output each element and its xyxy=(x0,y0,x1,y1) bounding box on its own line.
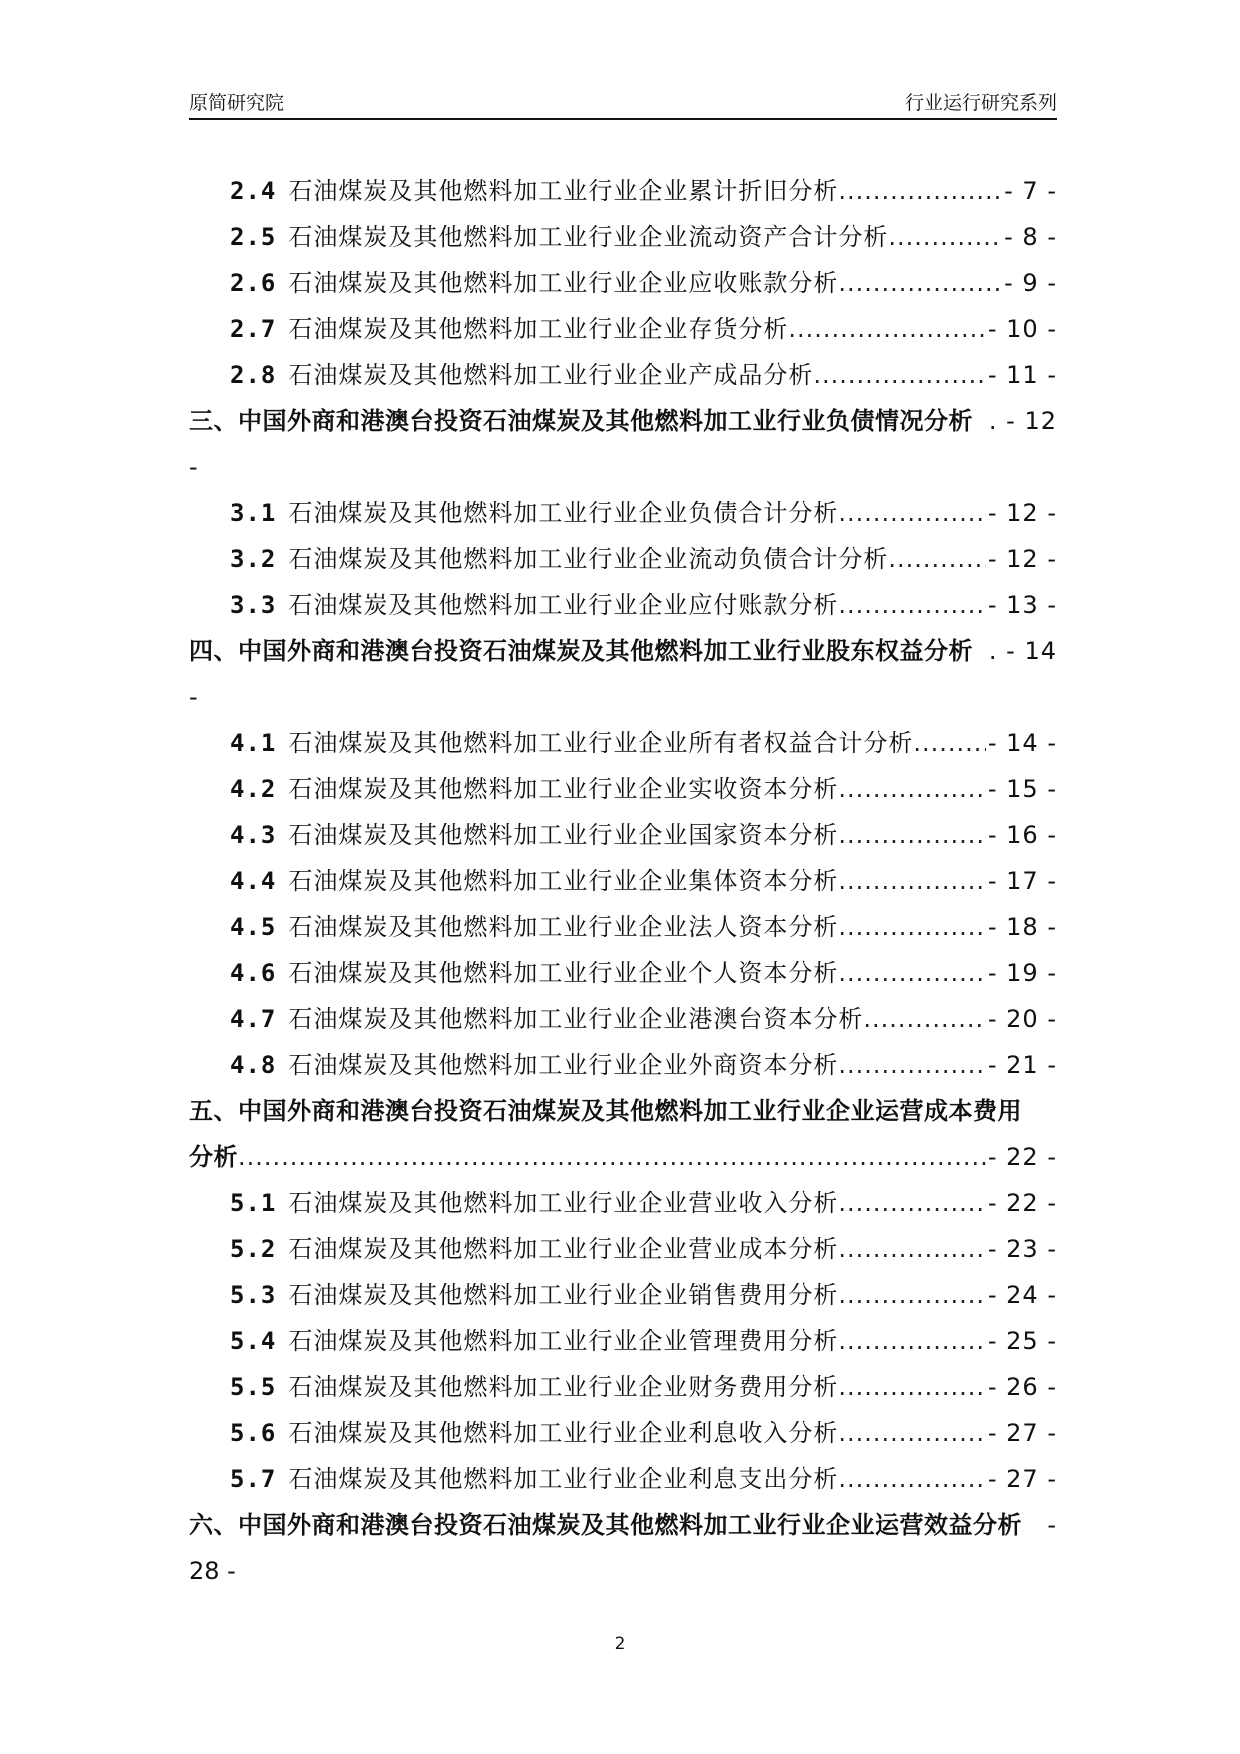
toc-leader-dots xyxy=(913,720,986,766)
toc-entry-number: 3.1 xyxy=(230,499,277,527)
toc-entry-title: 石油煤炭及其他燃料加工业行业企业应付账款分析 xyxy=(288,591,839,619)
toc-entry-continuation: 分析 xyxy=(189,1143,238,1171)
toc-entry[interactable] xyxy=(189,168,1057,214)
toc-entry[interactable] xyxy=(189,260,1057,306)
toc-entry-page: - 18 - xyxy=(987,913,1057,941)
toc-entry[interactable] xyxy=(189,996,1057,1042)
toc-entry-number: 2.5 xyxy=(230,223,277,251)
toc-entry-number: 3.2 xyxy=(230,545,277,573)
toc-entry-page: - 24 - xyxy=(987,1281,1057,1309)
toc-leader-dots xyxy=(813,352,986,398)
toc-leader-dots xyxy=(838,812,986,858)
toc-leader-dots xyxy=(888,536,986,582)
toc-entry[interactable] xyxy=(189,720,1057,766)
toc-leader-dots xyxy=(238,1134,986,1180)
toc-entry-number: 2.4 xyxy=(230,177,277,205)
toc-leader-dots xyxy=(838,582,986,628)
toc-entry[interactable] xyxy=(189,904,1057,950)
toc-leader-dots xyxy=(838,168,1002,214)
toc-entry-title: 石油煤炭及其他燃料加工业行业企业营业收入分析 xyxy=(288,1189,839,1217)
header-series-name: 行业运行研究系列 xyxy=(904,92,1057,114)
toc-entry[interactable] xyxy=(189,352,1057,398)
toc-entry[interactable] xyxy=(189,766,1057,812)
toc-entry-page: - 19 - xyxy=(987,959,1057,987)
toc-leader-dots xyxy=(838,490,986,536)
toc-leader-dots xyxy=(838,904,986,950)
toc-entry-title: 石油煤炭及其他燃料加工业行业企业所有者权益合计分析 xyxy=(288,729,914,757)
toc-entry-page: - 15 - xyxy=(987,775,1057,803)
toc-entry-title: 石油煤炭及其他燃料加工业行业企业国家资本分析 xyxy=(288,821,839,849)
toc-entry-number: 5.5 xyxy=(230,1373,277,1401)
toc-entry-number: 4.7 xyxy=(230,1005,277,1033)
toc-entry[interactable] xyxy=(189,1226,1057,1272)
toc-entry[interactable] xyxy=(189,398,1057,490)
toc-entry-page: - 27 - xyxy=(987,1419,1057,1447)
toc-entry[interactable] xyxy=(189,628,1057,720)
toc-entry-page: - 22 - xyxy=(987,1189,1057,1217)
toc-entry-page: - 12 - xyxy=(987,545,1057,573)
toc-entry-page: - 26 - xyxy=(987,1373,1057,1401)
toc-entry-page: - 17 - xyxy=(987,867,1057,895)
toc-entry-title: 石油煤炭及其他燃料加工业行业企业外商资本分析 xyxy=(288,1051,839,1079)
toc-leader-dots xyxy=(863,996,986,1042)
toc-entry-page: - 21 - xyxy=(987,1051,1057,1079)
toc-entry-title: 石油煤炭及其他燃料加工业行业企业实收资本分析 xyxy=(288,775,839,803)
toc-entry-number: 2.6 xyxy=(230,269,277,297)
toc-entry-number: 4.5 xyxy=(230,913,277,941)
toc-entry-number: 4.2 xyxy=(230,775,277,803)
toc-entry-title: 石油煤炭及其他燃料加工业行业企业累计折旧分析 xyxy=(288,177,839,205)
toc-entry[interactable] xyxy=(189,1180,1057,1226)
toc-entry-page: . - 14 xyxy=(988,637,1057,665)
toc-entry-number: 4.6 xyxy=(230,959,277,987)
toc-leader-dots xyxy=(838,1226,986,1272)
toc-leader-dots xyxy=(888,214,1002,260)
toc-chapter-title: 五、中国外商和港澳台投资石油煤炭及其他燃料加工业行业企业运营成本费用 xyxy=(189,1097,1022,1125)
toc-entry-title: 石油煤炭及其他燃料加工业行业企业存货分析 xyxy=(288,315,789,343)
toc-leader-dots xyxy=(838,1272,986,1318)
toc-chapter-title: 四、中国外商和港澳台投资石油煤炭及其他燃料加工业行业股东权益分析 xyxy=(189,637,973,665)
toc-entry-title: 石油煤炭及其他燃料加工业行业企业流动负债合计分析 xyxy=(288,545,889,573)
toc-entry-page: - 11 - xyxy=(987,361,1057,389)
toc-entry-title: 石油煤炭及其他燃料加工业行业企业利息收入分析 xyxy=(288,1419,839,1447)
toc-entry[interactable] xyxy=(189,582,1057,628)
toc-entry-continuation: - xyxy=(189,453,198,481)
toc-entry[interactable] xyxy=(189,1272,1057,1318)
toc-leader-dots xyxy=(838,1318,986,1364)
toc-entry-title: 石油煤炭及其他燃料加工业行业企业营业成本分析 xyxy=(288,1235,839,1263)
toc-entry-page: - 22 - xyxy=(987,1143,1057,1171)
toc-entry-number: 4.3 xyxy=(230,821,277,849)
toc-entry-continuation: 28 - xyxy=(189,1557,236,1585)
toc-entry[interactable] xyxy=(189,490,1057,536)
toc-entry-page: - 8 - xyxy=(1004,223,1057,251)
toc-entry[interactable] xyxy=(189,1502,1057,1594)
table-of-contents xyxy=(189,168,1057,1594)
toc-entry[interactable] xyxy=(189,1088,1057,1180)
page-header xyxy=(189,88,1057,120)
toc-entry-page: - xyxy=(1047,1511,1057,1539)
toc-entry[interactable] xyxy=(189,306,1057,352)
toc-entry-number: 2.7 xyxy=(230,315,277,343)
toc-entry-page: - 10 - xyxy=(987,315,1057,343)
toc-entry-number: 5.3 xyxy=(230,1281,277,1309)
toc-entry-title: 石油煤炭及其他燃料加工业行业企业法人资本分析 xyxy=(288,913,839,941)
toc-entry-page: - 14 - xyxy=(987,729,1057,757)
toc-entry-title: 石油煤炭及其他燃料加工业行业企业集体资本分析 xyxy=(288,867,839,895)
toc-entry-title: 石油煤炭及其他燃料加工业行业企业港澳台资本分析 xyxy=(288,1005,864,1033)
toc-entry-page: . - 12 xyxy=(988,407,1057,435)
toc-entry-number: 4.1 xyxy=(230,729,277,757)
toc-entry[interactable] xyxy=(189,1364,1057,1410)
toc-entry-continuation: - xyxy=(189,683,198,711)
page-number: 2 xyxy=(614,1634,626,1654)
toc-entry-number: 5.2 xyxy=(230,1235,277,1263)
toc-leader-dots xyxy=(838,858,986,904)
toc-entry-number: 2.8 xyxy=(230,361,277,389)
toc-leader-dots xyxy=(788,306,986,352)
toc-leader-dots xyxy=(838,1364,986,1410)
toc-leader-dots xyxy=(838,1180,986,1226)
toc-chapter-title: 六、中国外商和港澳台投资石油煤炭及其他燃料加工业行业企业运营效益分析 xyxy=(189,1511,1022,1539)
toc-chapter-title: 三、中国外商和港澳台投资石油煤炭及其他燃料加工业行业负债情况分析 xyxy=(189,407,973,435)
toc-entry-title: 石油煤炭及其他燃料加工业行业企业财务费用分析 xyxy=(288,1373,839,1401)
toc-entry-page: - 9 - xyxy=(1004,269,1057,297)
toc-leader-dots xyxy=(838,950,986,996)
toc-entry-page: - 25 - xyxy=(987,1327,1057,1355)
toc-entry-title: 石油煤炭及其他燃料加工业行业企业销售费用分析 xyxy=(288,1281,839,1309)
toc-entry[interactable] xyxy=(189,1042,1057,1088)
toc-entry-page: - 16 - xyxy=(987,821,1057,849)
toc-entry-page: - 13 - xyxy=(987,591,1057,619)
toc-entry-page: - 27 - xyxy=(987,1465,1057,1493)
toc-entry-page: - 7 - xyxy=(1004,177,1057,205)
toc-leader-dots xyxy=(838,766,986,812)
header-org-name: 原简研究院 xyxy=(189,92,285,114)
toc-leader-dots xyxy=(838,260,1002,306)
toc-entry-title: 石油煤炭及其他燃料加工业行业企业利息支出分析 xyxy=(288,1465,839,1493)
toc-entry-title: 石油煤炭及其他燃料加工业行业企业负债合计分析 xyxy=(288,499,839,527)
toc-entry[interactable] xyxy=(189,812,1057,858)
toc-entry-title: 石油煤炭及其他燃料加工业行业企业管理费用分析 xyxy=(288,1327,839,1355)
toc-entry-number: 5.4 xyxy=(230,1327,277,1355)
toc-entry-number: 5.1 xyxy=(230,1189,277,1217)
toc-entry-number: 3.3 xyxy=(230,591,277,619)
toc-entry-page: - 20 - xyxy=(987,1005,1057,1033)
toc-entry[interactable] xyxy=(189,1456,1057,1502)
toc-entry-title: 石油煤炭及其他燃料加工业行业企业个人资本分析 xyxy=(288,959,839,987)
toc-entry[interactable] xyxy=(189,214,1057,260)
toc-entry-number: 5.6 xyxy=(230,1419,277,1447)
toc-leader-dots xyxy=(838,1410,986,1456)
toc-entry[interactable] xyxy=(189,536,1057,582)
toc-entry[interactable] xyxy=(189,858,1057,904)
toc-entry-title: 石油煤炭及其他燃料加工业行业企业产成品分析 xyxy=(288,361,814,389)
toc-entry-page: - 12 - xyxy=(987,499,1057,527)
toc-entry-number: 4.8 xyxy=(230,1051,277,1079)
toc-entry-title: 石油煤炭及其他燃料加工业行业企业应收账款分析 xyxy=(288,269,839,297)
toc-leader-dots xyxy=(838,1042,986,1088)
toc-entry[interactable] xyxy=(189,1410,1057,1456)
toc-entry-number: 4.4 xyxy=(230,867,277,895)
toc-entry-page: - 23 - xyxy=(987,1235,1057,1263)
toc-entry[interactable] xyxy=(189,950,1057,996)
toc-leader-dots xyxy=(838,1456,986,1502)
toc-entry-title: 石油煤炭及其他燃料加工业行业企业流动资产合计分析 xyxy=(288,223,889,251)
toc-entry[interactable] xyxy=(189,1318,1057,1364)
toc-entry-number: 5.7 xyxy=(230,1465,277,1493)
